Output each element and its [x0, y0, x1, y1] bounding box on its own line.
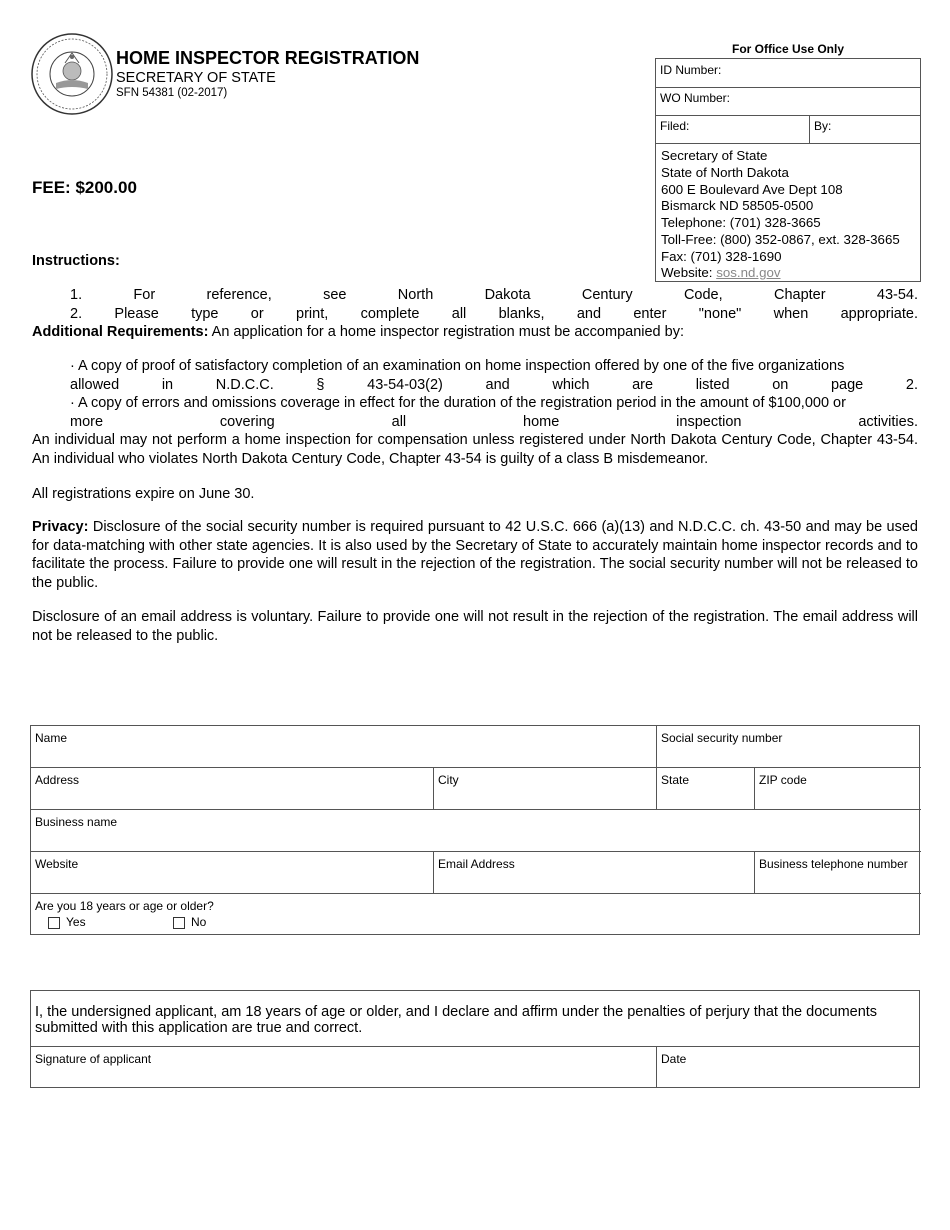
- state-label: State: [661, 773, 690, 787]
- bullet-exam-line2: allowed in N.D.C.C. § 43-54-03(2) and which are listed on page 2.: [70, 377, 918, 393]
- business-name-field[interactable]: [31, 810, 921, 852]
- office-wo-label: WO Number:: [660, 91, 731, 105]
- declaration-statement-row: [31, 991, 919, 1047]
- date-label: Date: [661, 1052, 687, 1066]
- office-use-heading: For Office Use Only: [731, 42, 845, 56]
- address-line: 600 E Boulevard Ave Dept 108: [661, 181, 843, 197]
- age-question-row: [31, 894, 921, 934]
- business-name-label: Business name: [35, 815, 118, 829]
- additional-requirements: [32, 323, 922, 342]
- no-label: No: [191, 915, 207, 929]
- city-label: City: [438, 773, 459, 787]
- age-question-label: Are you 18 years or age or older?: [35, 899, 214, 913]
- bullet-coverage-line2: more covering all home inspection activities.: [70, 414, 918, 430]
- business-phone-label: Business telephone number: [759, 857, 908, 871]
- instruction-item-1: 1. For reference, see North Dakota Century Code, Chapter 43-54.: [70, 287, 918, 303]
- bullet-coverage-line1: · A copy of errors and omissions coverage in effect for the duration of the registration period in the amount of $100,000 or: [70, 395, 846, 411]
- yes-checkbox[interactable]: [48, 917, 60, 929]
- great-seal-icon: [31, 33, 113, 115]
- name-label: Name: [35, 731, 68, 745]
- address-label: Address: [35, 773, 80, 787]
- agency-name: SECRETARY OF STATE: [116, 70, 276, 86]
- signature-field[interactable]: [31, 1047, 657, 1087]
- form-title: HOME INSPECTOR REGISTRATION: [116, 48, 420, 68]
- email-label: Email Address: [438, 857, 515, 871]
- zip-field[interactable]: [755, 768, 921, 810]
- address-field[interactable]: [31, 768, 434, 810]
- declaration-text: I, the undersigned applicant, am 18 years of age or older, and I declare and affirm under the penalties of perjury that the documents submitted with this application are true and correct.: [35, 1004, 878, 1036]
- office-filed-row: [656, 115, 920, 144]
- website-field-label: Website: [35, 857, 79, 871]
- address-line: Fax: (701) 328-1690: [661, 248, 782, 264]
- office-id-label: ID Number:: [660, 63, 722, 77]
- state-field[interactable]: [657, 768, 755, 810]
- office-use-box: [655, 58, 921, 282]
- office-by-label: By:: [814, 119, 832, 133]
- signature-label: Signature of applicant: [35, 1052, 152, 1066]
- fee-amount: FEE: $200.00: [32, 178, 137, 197]
- email-field[interactable]: [434, 852, 755, 894]
- yes-label: Yes: [66, 915, 86, 929]
- form-number: SFN 54381 (02-2017): [116, 87, 228, 99]
- address-line: Secretary of State: [661, 148, 768, 163]
- age-no-option[interactable]: [173, 915, 206, 929]
- name-field[interactable]: [31, 726, 657, 768]
- website-label: Website:: [661, 264, 713, 280]
- address-line: Toll-Free: (800) 352-0867, ext. 328-3665: [661, 231, 900, 247]
- address-line: Bismarck ND 58505-0500: [661, 198, 814, 214]
- no-checkbox[interactable]: [173, 917, 185, 929]
- additional-label: Additional Requirements:: [32, 324, 209, 340]
- office-id-row: [656, 59, 920, 88]
- declaration-box: [30, 990, 920, 1088]
- website-link[interactable]: sos.nd.gov: [716, 264, 781, 280]
- privacy-paragraph: [32, 518, 918, 592]
- compensation-paragraph: An individual may not perform a home inspection for compensation unless registered under North Dakota Century Code, Chapter 43-54. An individual who violates North Dakota Century Code, Chapter 43-54 is guilty of a class B misdemeanor.: [32, 432, 918, 467]
- instructions-heading: Instructions:: [32, 253, 120, 269]
- age-yes-option[interactable]: [48, 915, 86, 929]
- privacy-label: Privacy:: [32, 519, 89, 535]
- business-phone-field[interactable]: [755, 852, 921, 894]
- ssn-label: Social security number: [661, 731, 783, 745]
- address-line: State of North Dakota: [661, 164, 789, 180]
- city-field[interactable]: [434, 768, 657, 810]
- office-filed-label: Filed:: [660, 119, 690, 133]
- expiration-note: All registrations expire on June 30.: [32, 486, 255, 502]
- office-wo-row: [656, 87, 920, 116]
- website-field[interactable]: [31, 852, 434, 894]
- zip-label: ZIP code: [759, 773, 807, 787]
- privacy-text: Disclosure of the social security number is required pursuant to 42 U.S.C. 666 (a)(13) and N.D.C.C. ch. 43-50 and may be used for data-matching with other state agencies. It is also used by the Secretary of State to accurately maintain home inspector records and to facilitate the process. Failure to provide one will result in the rejection of the registration. The social security number will not be released to the public.: [32, 519, 918, 591]
- bullet-exam-line1: · A copy of proof of satisfactory completion of an examination on home inspection offered by one of the five organizations: [70, 358, 845, 374]
- applicant-form: [30, 725, 920, 935]
- office-address: [661, 148, 900, 279]
- ssn-field[interactable]: [657, 726, 921, 768]
- date-field[interactable]: [657, 1047, 919, 1087]
- address-line: Telephone: (701) 328-3665: [661, 215, 821, 231]
- instruction-item-2: 2. Please type or print, complete all blanks, and enter "none" when appropriate.: [70, 306, 918, 322]
- additional-text: An application for a home inspector registration must be accompanied by:: [208, 324, 684, 340]
- email-disclosure-paragraph: Disclosure of an email address is voluntary. Failure to provide one will not result in the rejection of the registration. The email address will not be released to the public.: [32, 609, 918, 644]
